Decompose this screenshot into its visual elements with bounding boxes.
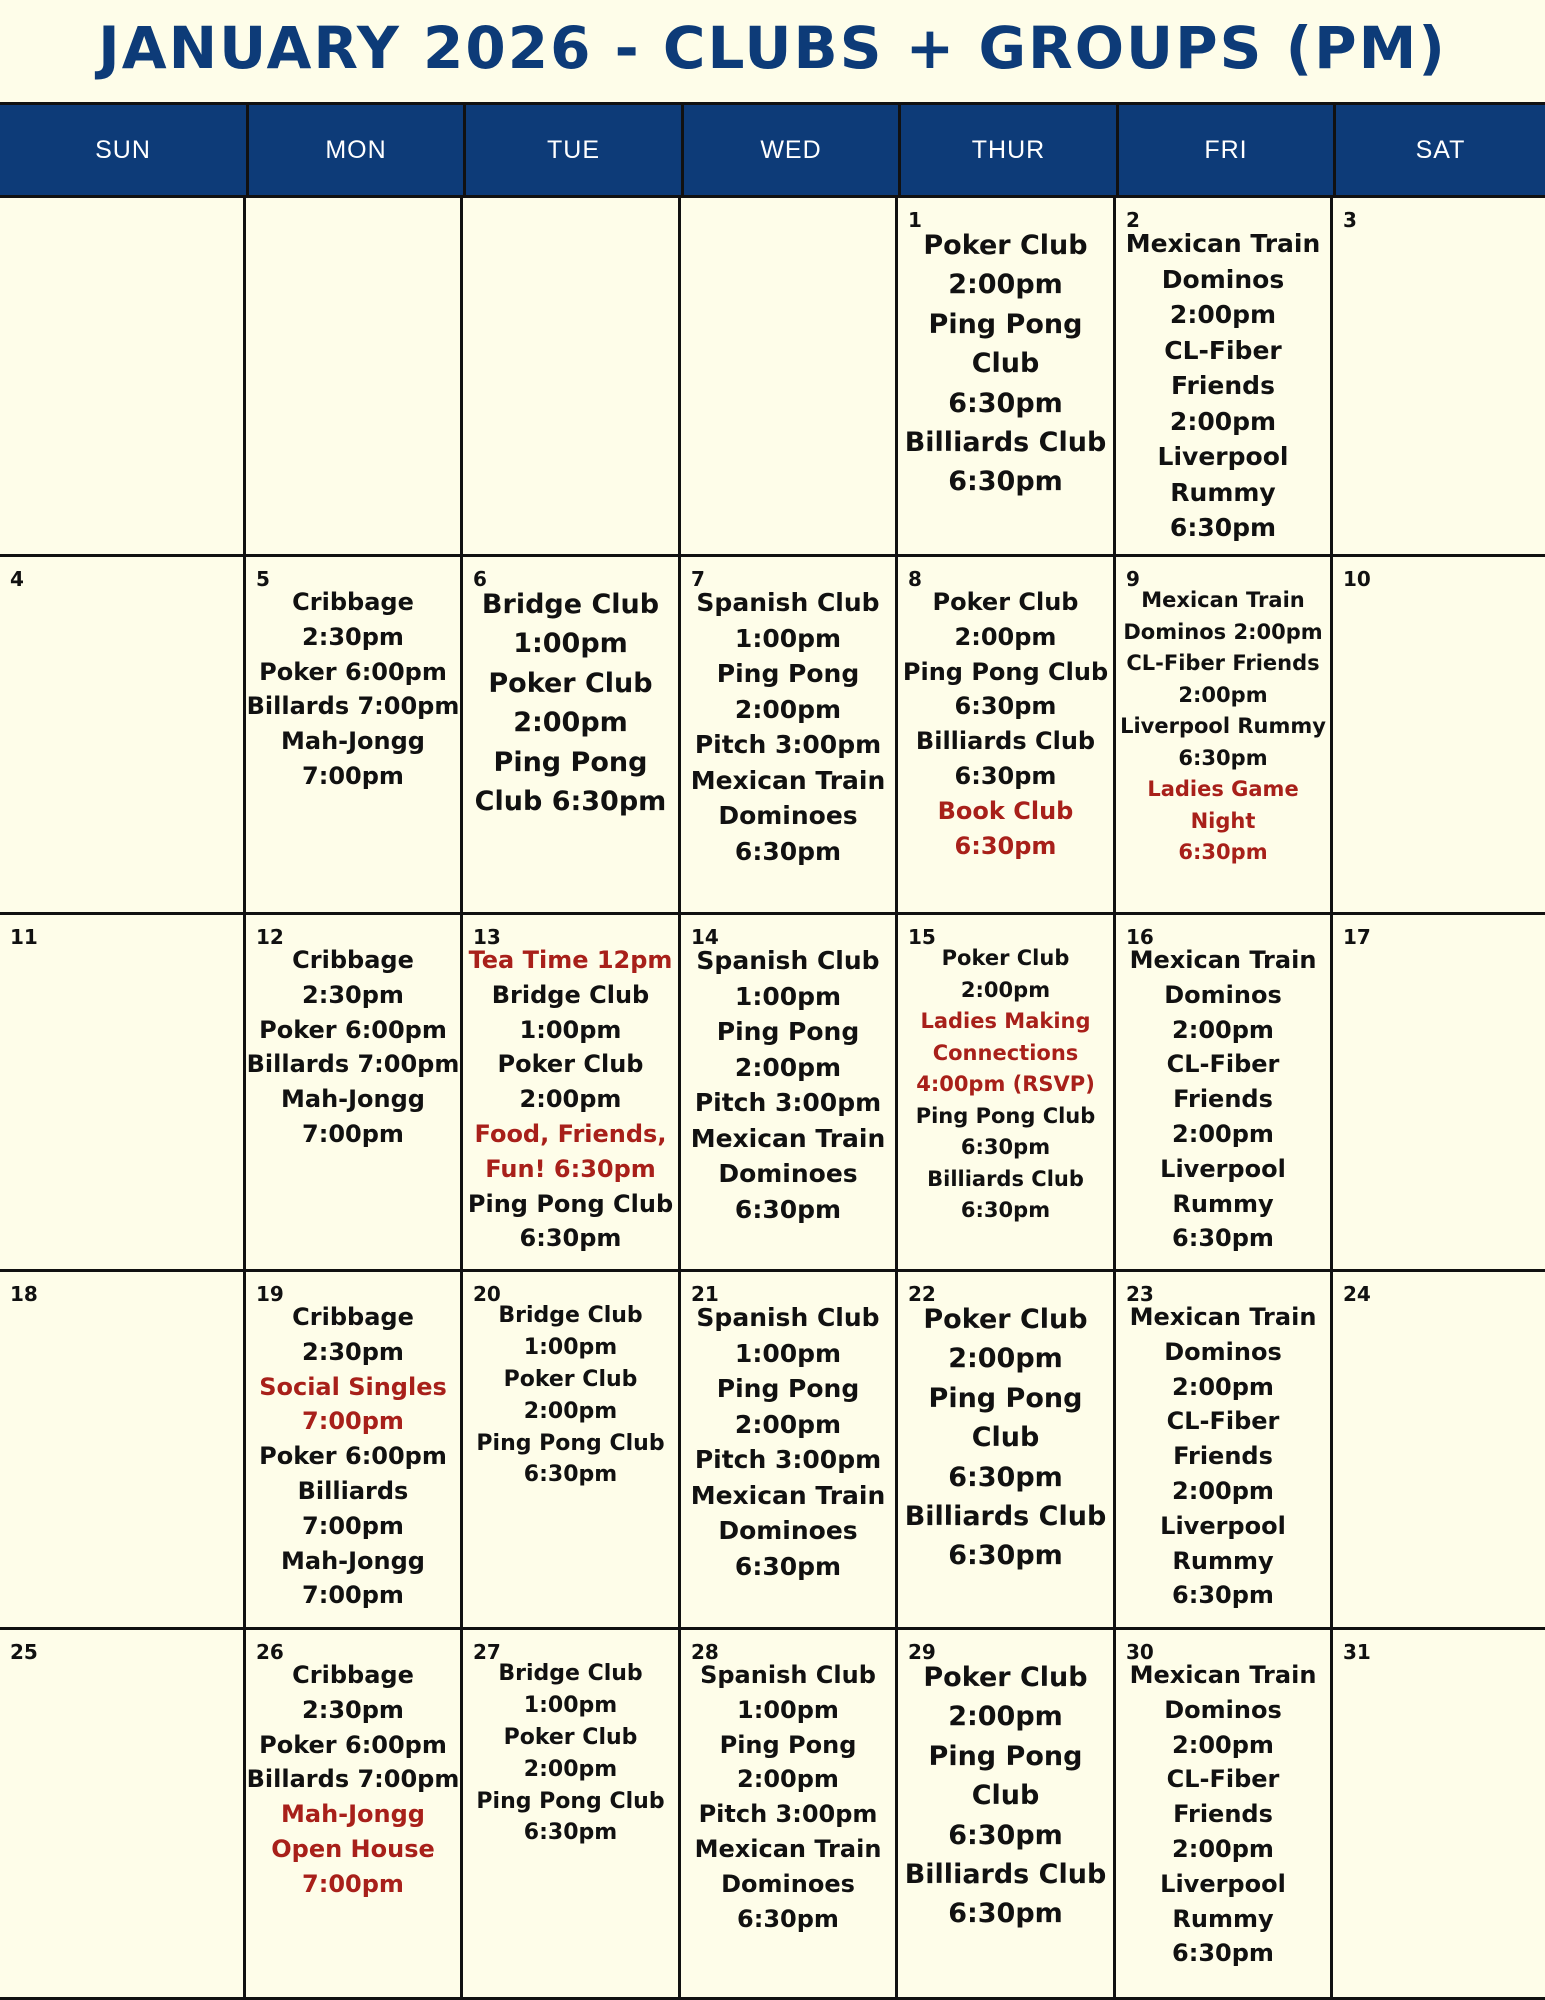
event-list (0, 226, 243, 554)
event-line: Liverpool (1160, 1869, 1286, 1898)
event-line: Cribbage (292, 588, 414, 616)
special-event-line: 6:30pm (954, 831, 1057, 860)
event-line: Friends (1171, 371, 1275, 400)
event-list (0, 943, 243, 1269)
event-list (246, 226, 460, 554)
weekday-tue: TUE (463, 105, 681, 195)
event-line: Mexican Train (1129, 1661, 1317, 1689)
event-list (0, 1300, 243, 1627)
event-line: Mah-Jongg (281, 1546, 425, 1575)
event-line: Dominoes (718, 1516, 858, 1545)
event-line: Poker Club (923, 1304, 1088, 1335)
event-line: Mah-Jongg (281, 1085, 425, 1114)
event-line: Ping Pong (928, 308, 1083, 340)
day-number: 2 (1126, 208, 1140, 232)
event-line: 6:30pm (523, 1820, 618, 1846)
event-line: Poker 6:00pm (259, 1442, 447, 1471)
day-number: 27 (473, 1640, 501, 1664)
event-line: 7:00pm (302, 1581, 404, 1610)
event-line: 6:30pm (1169, 513, 1277, 542)
event-list (681, 1300, 895, 1627)
event-line: 2:00pm (1172, 1476, 1274, 1505)
event-line: Rummy (1170, 477, 1276, 507)
event-line: Liverpool (1157, 442, 1289, 471)
event-line: 6:30pm (523, 1462, 618, 1488)
special-event-line: Ladies Game (1147, 777, 1299, 801)
day-cell-3 (1333, 198, 1545, 557)
event-list (681, 585, 895, 912)
event-line: Rummy (1172, 1546, 1274, 1575)
event-line: CL-Fiber (1164, 335, 1282, 365)
event-line: 2:00pm (954, 622, 1057, 651)
event-line: 6:30pm (948, 466, 1063, 498)
event-line: 2:30pm (302, 1337, 404, 1366)
special-event-line: Food, Friends, (474, 1119, 667, 1148)
event-line: Dominoes (718, 1159, 858, 1188)
event-line: Spanish Club (696, 1303, 880, 1332)
day-number: 19 (256, 1282, 284, 1306)
event-line: Mexican Train (690, 765, 886, 795)
event-list (463, 1300, 678, 1627)
day-cell-22 (898, 1272, 1116, 1630)
event-line: Ping Pong (493, 746, 648, 778)
day-cell-25 (0, 1630, 246, 2000)
event-line: Ping Pong Club (902, 657, 1109, 686)
event-list (1333, 943, 1545, 1269)
event-line: Ping Pong Club (915, 1103, 1096, 1128)
special-event-line: 4:00pm (RSVP) (916, 1072, 1095, 1096)
day-cell-blank-sun (0, 198, 246, 557)
event-line: Ping Pong (928, 1740, 1083, 1772)
event-line: Cribbage (292, 946, 414, 974)
day-cell-13 (463, 915, 681, 1272)
event-line: Poker Club (932, 588, 1079, 616)
event-line: Billiards (297, 1476, 409, 1505)
event-line: Ping Pong Club (476, 1788, 665, 1814)
day-number: 15 (908, 925, 936, 949)
event-line: Club (971, 1422, 1040, 1454)
event-line: Liverpool (1160, 1511, 1286, 1540)
event-line: 2:30pm (302, 1695, 404, 1724)
weekday-sat: SAT (1333, 105, 1545, 195)
day-cell-2 (1116, 198, 1333, 557)
event-list (0, 585, 243, 912)
day-cell-23 (1116, 1272, 1333, 1630)
day-number: 29 (908, 1640, 936, 1664)
special-event-line: 6:30pm (1178, 840, 1268, 864)
event-line: 6:30pm (954, 692, 1057, 721)
event-line: 6:30pm (948, 1461, 1063, 1493)
event-list (681, 226, 895, 554)
day-cell-blank-mon (246, 198, 463, 557)
event-line: Pitch 3:00pm (694, 1445, 882, 1474)
event-list (681, 1658, 895, 1997)
event-list (898, 1300, 1113, 1627)
day-cell-19 (246, 1272, 463, 1630)
special-event-line: Tea Time 12pm (468, 946, 673, 974)
day-number: 21 (691, 1282, 719, 1306)
event-line: Mexican Train (1129, 946, 1317, 974)
event-list (246, 943, 460, 1269)
day-cell-11 (0, 915, 246, 1272)
event-line: 2:00pm (1169, 300, 1277, 329)
event-line: Poker Club (488, 667, 653, 699)
day-cell-blank-tue (463, 198, 681, 557)
event-line: Billiards Club (904, 427, 1107, 459)
event-line: Poker Club (923, 1662, 1088, 1693)
calendar-grid (0, 198, 1545, 2000)
event-line: 6:30pm (737, 1904, 839, 1933)
event-line: 6:30pm (954, 761, 1057, 790)
day-number: 30 (1126, 1640, 1154, 1664)
day-cell-8 (898, 557, 1116, 915)
event-line: Billiards Club (915, 727, 1096, 756)
event-list (463, 585, 678, 912)
event-line: 2:00pm (948, 1701, 1063, 1733)
event-line: Rummy (1172, 1904, 1274, 1933)
day-cell-14 (681, 915, 898, 1272)
event-line: Billiards Club (904, 1859, 1107, 1891)
event-line: 1:00pm (737, 1695, 839, 1724)
event-list (246, 1300, 460, 1627)
event-list (898, 943, 1113, 1269)
event-list (1116, 1300, 1330, 1627)
event-line: 1:00pm (523, 1334, 618, 1360)
event-line: 1:00pm (734, 1338, 842, 1368)
event-line: 7:00pm (302, 761, 404, 790)
day-cell-29 (898, 1630, 1116, 2000)
day-number: 1 (908, 208, 922, 232)
event-line: Bridge Club (498, 1303, 643, 1328)
event-line: 6:30pm (734, 836, 842, 866)
special-event-line: Book Club (937, 796, 1074, 825)
day-number: 17 (1343, 925, 1371, 949)
event-list (463, 943, 678, 1269)
special-event-line: Night (1190, 808, 1256, 833)
day-number: 6 (473, 567, 487, 591)
day-cell-10 (1333, 557, 1545, 915)
event-line: Ping Pong (716, 1374, 860, 1403)
day-cell-21 (681, 1272, 898, 1630)
event-line: 2:00pm (513, 707, 628, 739)
event-line: 1:00pm (523, 1692, 618, 1718)
event-line: 6:30pm (734, 1551, 842, 1581)
event-line: 6:30pm (948, 387, 1063, 419)
day-number: 14 (691, 925, 719, 949)
day-number: 13 (473, 925, 501, 949)
event-line: Spanish Club (696, 946, 880, 975)
day-number: 28 (691, 1640, 719, 1664)
event-line: Ping Pong Club (467, 1189, 674, 1218)
event-list (1116, 226, 1330, 554)
day-number: 22 (908, 1282, 936, 1306)
special-event-line: Ladies Making (920, 1009, 1091, 1033)
event-list (246, 585, 460, 912)
event-line: Mexican Train (1125, 229, 1321, 258)
event-list (463, 1658, 678, 1997)
event-line: Dominoes (718, 801, 858, 830)
event-line: 2:00pm (737, 1765, 839, 1794)
event-list (898, 226, 1113, 554)
day-number: 9 (1126, 567, 1140, 591)
event-list (463, 226, 678, 554)
day-number: 4 (10, 567, 24, 591)
day-cell-16 (1116, 915, 1333, 1272)
day-number: 20 (473, 1282, 501, 1306)
event-line: Poker 6:00pm (259, 1015, 447, 1044)
event-line: Ping Pong (716, 1017, 860, 1046)
event-line: 2:00pm (960, 977, 1051, 1002)
event-line: Dominos (1161, 264, 1285, 294)
event-line: Liverpool (1160, 1154, 1286, 1183)
weekday-thur: THUR (898, 105, 1116, 195)
day-cell-27 (463, 1630, 681, 2000)
event-line: 2:00pm (734, 1052, 842, 1082)
day-cell-26 (246, 1630, 463, 2000)
weekday-fri: FRI (1116, 105, 1333, 195)
event-line: Poker Club (941, 946, 1070, 970)
event-line: 6:30pm (948, 1898, 1063, 1930)
event-line: Pitch 3:00pm (694, 730, 882, 759)
event-line: Rummy (1172, 1189, 1274, 1218)
event-line: CL-Fiber (1166, 1765, 1280, 1794)
event-line: 6:30pm (960, 1198, 1051, 1222)
event-line: Billards 7:00pm (246, 1050, 460, 1079)
event-line: 2:00pm (1172, 1015, 1274, 1044)
day-cell-1 (898, 198, 1116, 557)
event-list (1333, 226, 1545, 554)
event-list (1333, 585, 1545, 912)
event-line: Cribbage (292, 1661, 414, 1689)
event-line: CL-Fiber (1166, 1407, 1280, 1436)
event-line: Ping Pong (928, 1382, 1083, 1414)
event-line: Spanish Club (696, 588, 880, 617)
event-line: Liverpool Rummy (1120, 714, 1326, 738)
event-line: 2:30pm (302, 980, 404, 1009)
day-cell-9 (1116, 557, 1333, 915)
event-line: 7:00pm (302, 1119, 404, 1148)
event-line: Pitch 3:00pm (694, 1088, 882, 1117)
event-line: Poker Club (923, 230, 1088, 261)
event-line: 6:30pm (1172, 1581, 1274, 1610)
event-line: Mah-Jongg (281, 727, 425, 756)
event-line: 6:30pm (1178, 745, 1268, 770)
day-cell-24 (1333, 1272, 1545, 1630)
event-line: Friends (1173, 1085, 1273, 1114)
event-line: 2:00pm (1172, 1730, 1274, 1759)
event-line: 1:00pm (734, 981, 842, 1011)
day-number: 24 (1343, 1282, 1371, 1306)
day-cell-20 (463, 1272, 681, 1630)
event-line: Mexican Train (1141, 588, 1305, 612)
event-list (1116, 943, 1330, 1269)
event-line: Dominos 2:00pm (1123, 619, 1323, 644)
day-number: 11 (10, 925, 38, 949)
weekday-header (0, 102, 1545, 198)
day-cell-4 (0, 557, 246, 915)
day-cell-12 (246, 915, 463, 1272)
day-number: 23 (1126, 1282, 1154, 1306)
day-cell-31 (1333, 1630, 1545, 2000)
event-line: Poker Club (497, 1050, 644, 1079)
event-list (1333, 1300, 1545, 1627)
event-line: Billards 7:00pm (246, 692, 460, 721)
event-line: Bridge Club (481, 589, 660, 620)
event-line: 2:00pm (1172, 1372, 1274, 1401)
event-line: 6:30pm (960, 1135, 1051, 1159)
event-line: Poker Club (503, 1366, 638, 1392)
event-list (681, 943, 895, 1269)
event-line: Friends (1173, 1442, 1273, 1471)
event-line: Bridge Club (491, 980, 650, 1009)
event-line: Club (971, 1780, 1040, 1812)
event-line: Mexican Train (690, 1480, 886, 1510)
event-line: Mexican Train (694, 1834, 882, 1863)
event-list (0, 1658, 243, 1997)
event-line: 6:30pm (1172, 1939, 1274, 1968)
event-line: Mexican Train (690, 1123, 886, 1153)
event-line: 1:00pm (519, 1015, 622, 1044)
day-cell-7 (681, 557, 898, 915)
day-cell-18 (0, 1272, 246, 1630)
event-line: 2:00pm (1178, 682, 1268, 707)
event-line: CL-Fiber Friends (1126, 651, 1320, 675)
day-cell-28 (681, 1630, 898, 2000)
event-list (898, 585, 1113, 912)
day-number: 26 (256, 1640, 284, 1664)
day-cell-15 (898, 915, 1116, 1272)
day-cell-30 (1116, 1630, 1333, 2000)
event-line: Ping Pong (716, 659, 860, 688)
event-line: 2:00pm (1172, 1834, 1274, 1863)
event-line: 6:30pm (1172, 1224, 1274, 1253)
event-line: Spanish Club (700, 1661, 876, 1689)
event-line: Mexican Train (1129, 1303, 1317, 1331)
event-line: Billiards Club (927, 1166, 1084, 1191)
event-line: 6:30pm (948, 1819, 1063, 1851)
event-line: Billiards Club (904, 1501, 1107, 1533)
event-line: Dominos (1164, 980, 1282, 1009)
day-number: 31 (1343, 1640, 1371, 1664)
event-line: Poker Club (503, 1724, 638, 1750)
day-number: 10 (1343, 567, 1371, 591)
event-line: Ping Pong Club (476, 1430, 665, 1456)
event-line: 1:00pm (734, 623, 842, 653)
event-list (898, 1658, 1113, 1997)
event-line: 2:00pm (523, 1756, 618, 1782)
special-event-line: 7:00pm (302, 1869, 404, 1898)
day-number: 18 (10, 1282, 38, 1306)
special-event-line: Social Singles (259, 1372, 447, 1401)
event-list (1116, 585, 1330, 912)
day-number: 25 (10, 1640, 38, 1664)
event-line: 2:00pm (1169, 406, 1277, 436)
weekday-sun: SUN (95, 136, 151, 164)
day-number: 16 (1126, 925, 1154, 949)
special-event-line: Connections (932, 1040, 1079, 1065)
event-line: 2:00pm (734, 694, 842, 724)
event-line: 7:00pm (302, 1511, 404, 1540)
event-line: 2:00pm (948, 269, 1063, 301)
event-line: Poker 6:00pm (259, 1730, 447, 1759)
day-number: 8 (908, 567, 922, 591)
event-line: Club 6:30pm (474, 786, 667, 818)
day-number: 7 (691, 567, 705, 591)
event-line: 6:30pm (734, 1194, 842, 1224)
special-event-line: Mah-Jongg (281, 1800, 425, 1829)
day-number: 5 (256, 567, 270, 591)
special-event-line: 7:00pm (302, 1407, 404, 1436)
special-event-line: Fun! 6:30pm (485, 1154, 656, 1183)
day-number: 3 (1343, 208, 1357, 232)
event-line: Billards 7:00pm (246, 1765, 460, 1794)
special-event-line: Open House (271, 1834, 435, 1863)
event-line: Dominos (1164, 1337, 1282, 1366)
event-line: 2:00pm (734, 1409, 842, 1439)
event-line: CL-Fiber (1166, 1050, 1280, 1079)
event-line: Dominoes (721, 1869, 855, 1898)
day-cell-17 (1333, 915, 1545, 1272)
event-list (246, 1658, 460, 1997)
event-line: Pitch 3:00pm (698, 1800, 878, 1829)
weekday-wed: WED (681, 105, 898, 195)
event-line: Ping Pong (719, 1730, 857, 1759)
event-line: 2:30pm (302, 622, 404, 651)
event-line: 2:00pm (519, 1085, 622, 1114)
event-list (1333, 1658, 1545, 1997)
event-line: 6:30pm (948, 1540, 1063, 1572)
day-cell-5 (246, 557, 463, 915)
event-line: Bridge Club (498, 1661, 643, 1686)
event-line: 6:30pm (519, 1224, 622, 1253)
event-list (1116, 1658, 1330, 1997)
event-line: Cribbage (292, 1303, 414, 1331)
event-line: Club (971, 348, 1040, 380)
event-line: 2:00pm (948, 1343, 1063, 1375)
event-line: Poker 6:00pm (259, 657, 447, 686)
calendar-title: JANUARY 2026 - CLUBS + GROUPS (PM) (98, 14, 1447, 82)
event-line: Dominos (1164, 1695, 1282, 1724)
weekday-mon: MON (246, 105, 463, 195)
event-line: Friends (1173, 1800, 1273, 1829)
event-line: 2:00pm (523, 1398, 618, 1424)
day-cell-blank-wed (681, 198, 898, 557)
day-number: 12 (256, 925, 284, 949)
event-line: 2:00pm (1172, 1119, 1274, 1148)
event-line: 1:00pm (513, 628, 628, 660)
day-cell-6 (463, 557, 681, 915)
